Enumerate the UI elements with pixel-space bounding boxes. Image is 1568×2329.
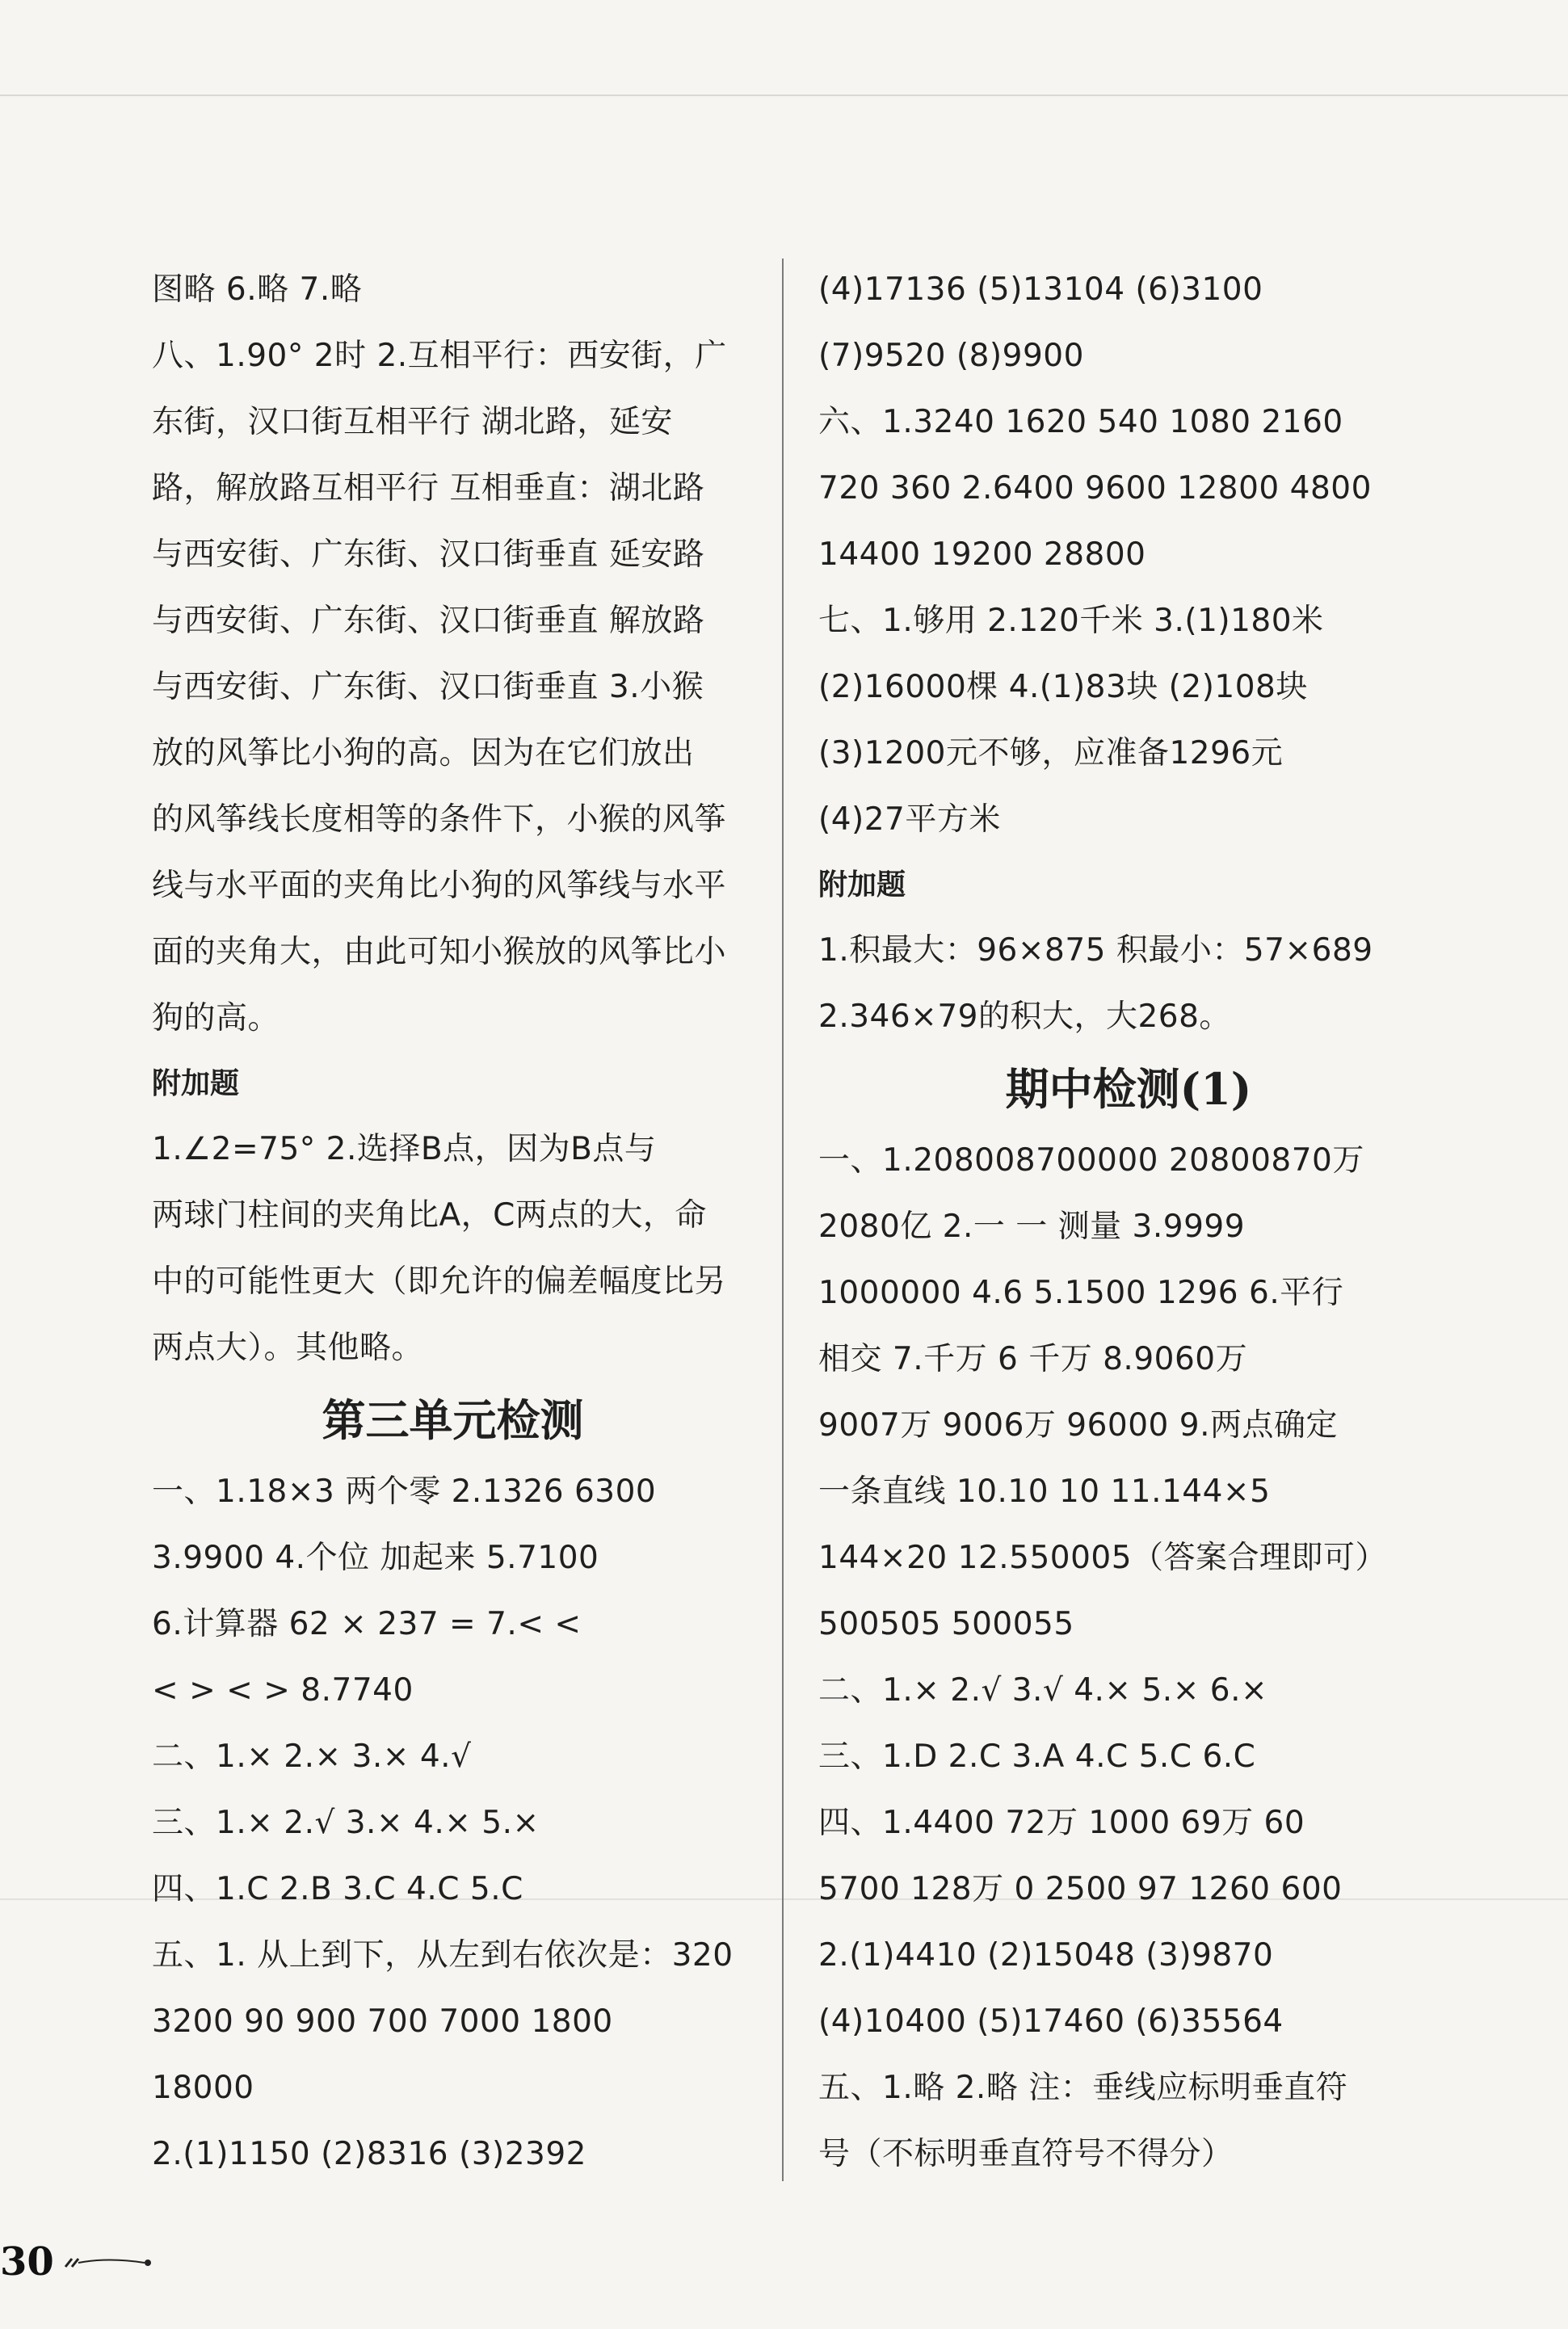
answer-line: 与西安街、广东街、汉口街垂直 3.小猴 (152, 669, 704, 705)
answer-line: 五、1. 从上到下，从左到右依次是：320 (152, 1937, 734, 1974)
answer-line: 狗的高。 (152, 1000, 280, 1036)
answer-line: 2080亿 2.一 一 测量 3.9999 (818, 1209, 1246, 1245)
answer-line: 2.346×79的积大，大268。 (818, 998, 1231, 1035)
answer-line: (4)27平方米 (818, 801, 1001, 838)
answer-line: 一、1.208008700000 20800870万 (818, 1142, 1364, 1179)
answer-line: 500505 500055 (818, 1606, 1074, 1642)
answer-line: < > < > 8.7740 (152, 1672, 414, 1709)
answer-lines (152, 1116, 754, 1381)
answer-line: 四、1.C 2.B 3.C 4.C 5.C (152, 1871, 523, 1907)
answer-line: 两球门柱间的夹角比A，C两点的大，命 (152, 1197, 707, 1234)
answer-line: 3200 90 900 700 7000 1800 (152, 2003, 613, 2040)
answer-line: 1.积最大：96×875 积最小：57×689 (818, 932, 1373, 969)
answer-line: 一条直线 10.10 10 11.144×5 (818, 1473, 1271, 1510)
answer-line: 三、1.× 2.√ 3.× 4.× 5.× (152, 1805, 540, 1841)
answer-lines (818, 918, 1439, 1050)
answer-line: (2)16000棵 4.(1)83块 (2)108块 (818, 669, 1308, 705)
answer-line: 图略 6.略 7.略 (152, 271, 363, 308)
answer-line: 七、1.够用 2.120千米 3.(1)180米 (818, 603, 1324, 639)
answer-line: 东街，汉口街互相平行 湖北路，延安 (152, 404, 673, 440)
extra-questions-heading: 附加题 (152, 1067, 240, 1100)
section-title: 第三单元检测 (322, 1394, 584, 1446)
answer-line: 144×20 12.550005（答案合理即可） (818, 1540, 1388, 1576)
answer-line: 相交 7.千万 6 千万 8.9060万 (818, 1341, 1248, 1377)
answer-line: (3)1200元不够，应准备1296元 (818, 735, 1284, 771)
answer-line: 6.计算器 62 × 237 = 7.< < (152, 1606, 582, 1642)
answer-lines (152, 1459, 754, 2188)
answer-line: 9007万 9006万 96000 9.两点确定 (818, 1407, 1338, 1444)
answer-line: 14400 19200 28800 (818, 536, 1146, 573)
answer-line: 面的夹角大，由此可知小猴放的风筝比小 (152, 934, 727, 970)
section-title: 期中检测(1) (1005, 1063, 1252, 1115)
top-rule (0, 95, 1568, 96)
column-divider (782, 259, 784, 2181)
answer-line: (7)9520 (8)9900 (818, 338, 1084, 374)
answer-lines (152, 257, 754, 1052)
answer-line: 18000 (152, 2070, 254, 2106)
answer-line: 2.(1)4410 (2)15048 (3)9870 (818, 1937, 1274, 1974)
page-footer (0, 2238, 153, 2286)
page-number: 30 (0, 2239, 54, 2285)
answer-line: 1000000 4.6 5.1500 1296 6.平行 (818, 1275, 1344, 1311)
answer-line: 1.∠2=75° 2.选择B点，因为B点与 (152, 1131, 657, 1167)
right-column (818, 257, 1439, 2188)
answer-line: 五、1.略 2.略 注：垂线应标明垂直符 (818, 2070, 1348, 2106)
answer-line: 放的风筝比小狗的高。因为在它们放出 (152, 735, 695, 771)
answer-line: 三、1.D 2.C 3.A 4.C 5.C 6.C (818, 1738, 1256, 1775)
answer-line: 2.(1)1150 (2)8316 (3)2392 (152, 2136, 586, 2172)
answer-line: 二、1.× 2.√ 3.√ 4.× 5.× 6.× (818, 1672, 1268, 1709)
answer-line: (4)10400 (5)17460 (6)35564 (818, 2003, 1284, 2040)
answer-line: 与西安街、广东街、汉口街垂直 延安路 (152, 536, 705, 573)
answer-line: 二、1.× 2.× 3.× 4.√ (152, 1738, 472, 1775)
answer-line: 八、1.90° 2时 2.互相平行：西安街，广 (152, 338, 727, 374)
answer-line: 两点大）。其他略。 (152, 1330, 424, 1366)
answer-line: 720 360 2.6400 9600 12800 4800 (818, 470, 1372, 507)
answer-line: 号（不标明垂直符号不得分） (818, 2136, 1234, 2172)
answer-line: 3.9900 4.个位 加起来 5.7100 (152, 1540, 599, 1576)
answer-lines (818, 257, 1439, 853)
extra-questions-heading: 附加题 (818, 868, 906, 902)
answer-line: 的风筝线长度相等的条件下，小猴的风筝 (152, 801, 727, 838)
footer-ornament-icon (64, 2254, 153, 2270)
answer-line: 一、1.18×3 两个零 2.1326 6300 (152, 1473, 657, 1510)
answer-line: 线与水平面的夹角比小狗的风筝线与水平 (152, 868, 727, 904)
answer-line: (4)17136 (5)13104 (6)3100 (818, 271, 1263, 308)
answer-line: 路，解放路互相平行 互相垂直：湖北路 (152, 470, 705, 507)
answer-line: 5700 128万 0 2500 97 1260 600 (818, 1871, 1343, 1907)
answer-line: 六、1.3240 1620 540 1080 2160 (818, 404, 1343, 440)
left-column (152, 257, 754, 2188)
answer-line: 与西安街、广东街、汉口街垂直 解放路 (152, 603, 705, 639)
answer-lines (818, 1128, 1439, 2188)
answer-line: 四、1.4400 72万 1000 69万 60 (818, 1805, 1305, 1841)
answer-line: 中的可能性更大（即允许的偏差幅度比另 (152, 1263, 727, 1300)
